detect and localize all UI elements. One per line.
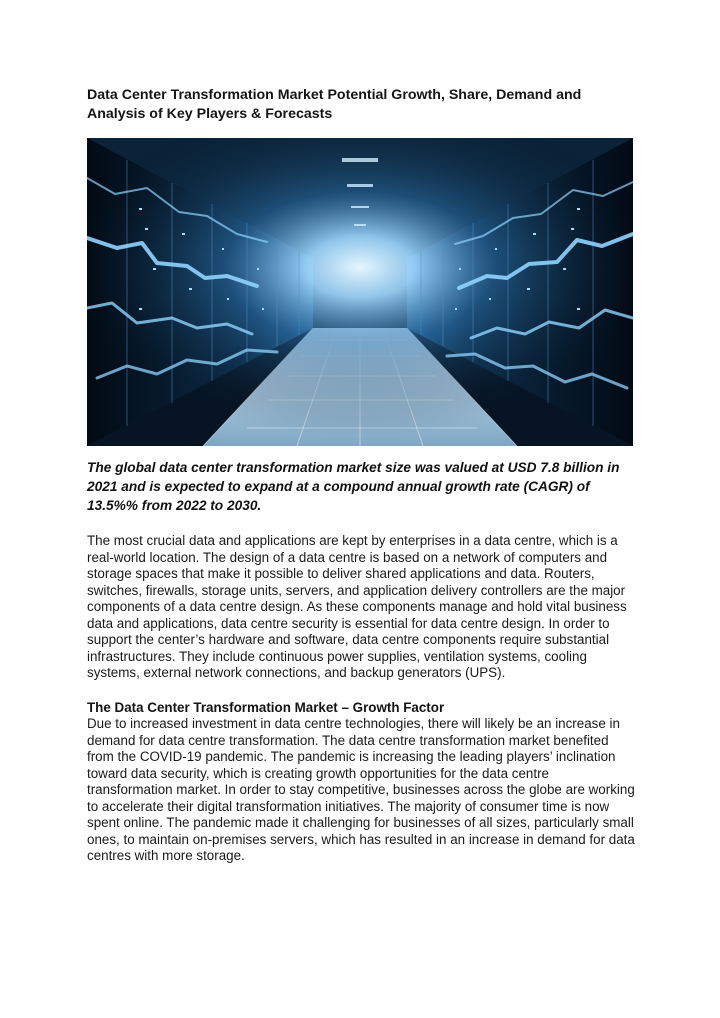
document-title: Data Center Transformation Market Potential Growth, Share, Demand and Analysis of Key Players & Forecasts [87,87,582,122]
growth-factor-paragraph: Due to increased investment in data centre technologies, there will likely be an increase in demand for data centre transformation. The data centre transformation market benefited from the COVID-19 pandemic. The pandemic is increasing the leading players’ inclination toward data security, which is creating growth opportunities for the data centre transformation market. In order to stay competitive, businesses across the globe are working to accelerate their digital transformation initiatives. The majority of consumer time is now spent online. The pandemic made it challenging for businesses of all sizes, particularly small ones, to maintain on-premises servers, which has resulted in an increase in demand for data centres with more storage. [87,716,635,863]
data-center-corridor-image [87,138,633,446]
growth-factor-heading: The Data Center Transformation Market – Growth Factor [87,699,445,715]
lead-summary: The global data center transformation market size was valued at USD 7.8 billion in 2021 and is expected to expand at a compound annual growth rate (CAGR) of 13.5%% from 2022 to 2030. [87,460,620,513]
document-page [87,86,635,865]
intro-paragraph: The most crucial data and applications are kept by enterprises in a data centre, which is a real-world location. The design of a data centre is based on a network of computers and storage spaces that make it possible to deliver shared applications and data. Routers, switches, firewalls, storage units, servers, and application delivery controllers are the major components of a data centre design. As these components manage and hold vital business data and applications, data centre security is essential for data centre design. In order to support the center’s hardware and software, data centre components require substantial infrastructures. They include continuous power supplies, ventilation systems, cooling systems, external network connections, and backup generators (UPS). [87,533,627,680]
